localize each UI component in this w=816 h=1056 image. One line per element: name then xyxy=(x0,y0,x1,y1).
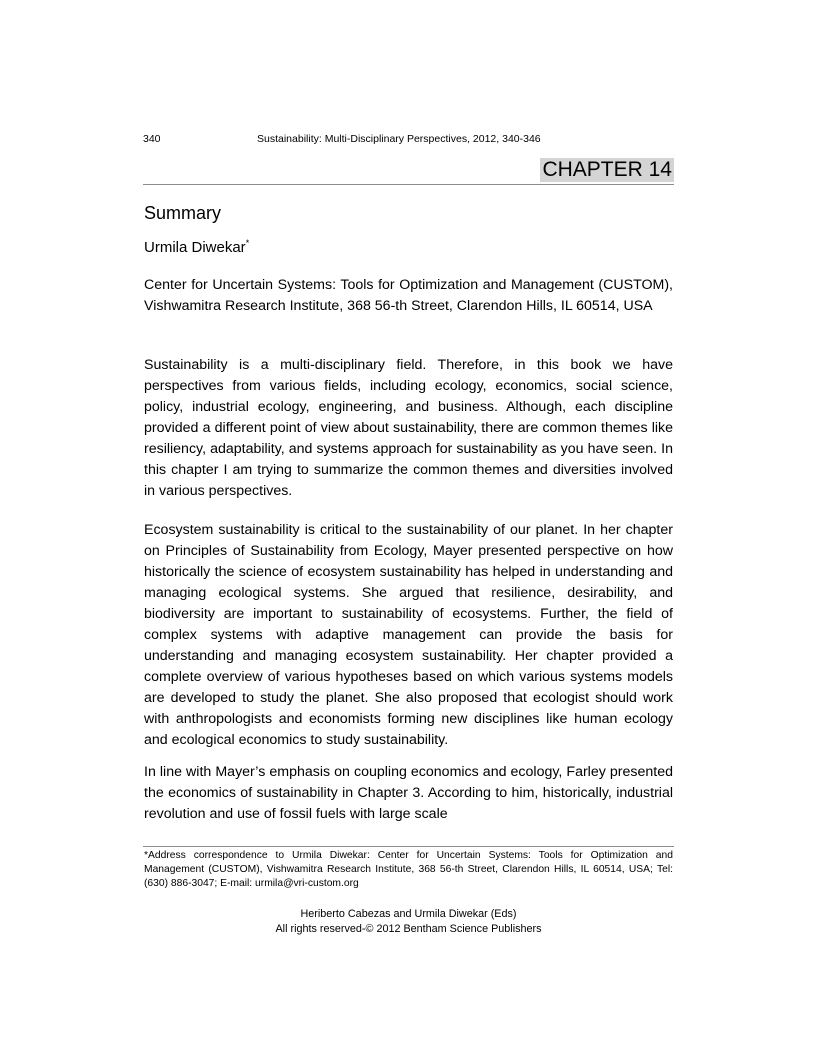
chapter-title: Summary xyxy=(144,203,222,223)
affiliation: Center for Uncertain Systems: Tools for Optimization and Management (CUSTOM), Vishwamitra Research Institute, 368 56-th Street, Clarendon Hills, IL 60514, USA xyxy=(144,277,673,314)
chapter-label: CHAPTER 14 xyxy=(542,158,672,181)
chapter-heading-bar xyxy=(143,158,674,185)
page-number: 340 xyxy=(143,133,161,145)
body-paragraph: Ecosystem sustainability is critical to the sustainability of our planet. In her chapter on Principles of Sustainability from Ecology, Mayer presented perspective on how historically the science of ecosystem sustainability has helped in understanding and managing ecological systems. She argued that resilience, desirability, and biodiversity are important to sustainability of ecosystems. Further, the field of complex systems with adaptive management can provide the basis for understanding and managing ecosystem sustainability. Her chapter provided a complete overview of various hypotheses based on which various systems models are developed to study the planet. She also proposed that ecologist should work with anthropologists and economists forming new disciplines like human ecology and ecological economics to study sustainability. xyxy=(144,522,673,748)
footnote-divider xyxy=(143,846,674,847)
copyright-line: All rights reserved-© 2012 Bentham Science Publishers xyxy=(275,923,542,935)
author-footnote-marker: * xyxy=(245,238,250,248)
author-line xyxy=(144,238,249,256)
editors-line: Heriberto Cabezas and Urmila Diwekar (Eds) xyxy=(300,908,517,920)
body-paragraph: Sustainability is a multi-disciplinary field. Therefore, in this book we have perspectives from various fields, including ecology, economics, social science, policy, industrial ecology, engineering, and business. Although, each discipline provided a different point of view about sustainability, there are common themes like resiliency, adaptability, and systems approach for sustainability as you have seen. In this chapter I am trying to summarize the common themes and diversities involved in various perspectives. xyxy=(144,357,673,499)
body-paragraph: In line with Mayer’s emphasis on coupling economics and ecology, Farley presented the economics of sustainability in Chapter 3. According to him, historically, industrial revolution and use of fossil fuels with large scale xyxy=(144,764,673,822)
author-name: Urmila Diwekar xyxy=(144,239,246,256)
page-footer xyxy=(143,907,674,937)
journal-citation: Sustainability: Multi-Disciplinary Perspectives, 2012, 340-346 xyxy=(257,133,541,145)
correspondence-footnote: *Address correspondence to Urmila Diwekar: Center for Uncertain Systems: Tools for Optimization and Management (CUSTOM), Vishwamitra Research Institute, 368 56-th Street, Clarendon Hills, IL 60514, USA; Tel: (630) 886-3047; E-mail: urmila@vri-custom.org xyxy=(144,850,673,889)
